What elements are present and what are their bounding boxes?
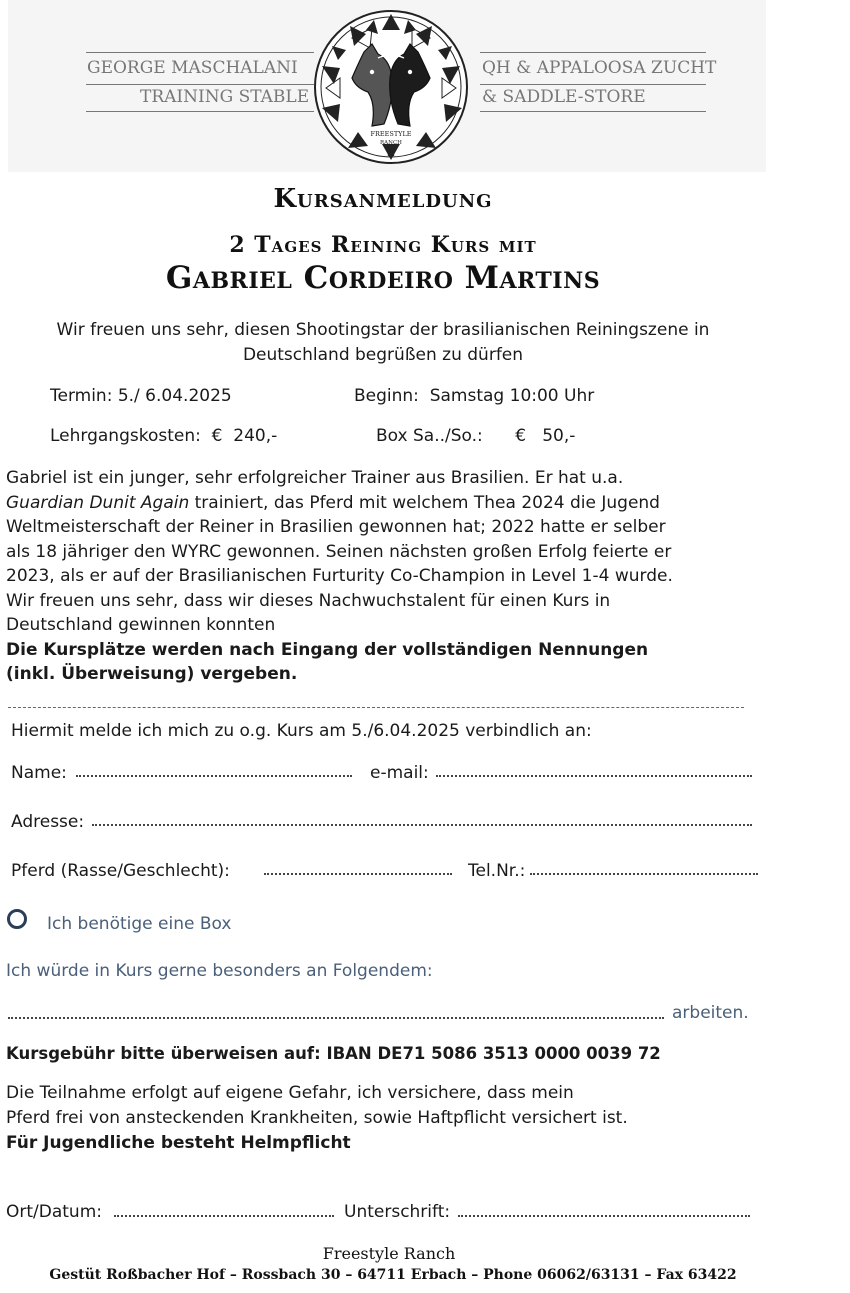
header-rule xyxy=(480,52,706,53)
freestyle-ranch-logo xyxy=(312,8,470,166)
box-option-label: Ich benötige eine Box xyxy=(47,914,232,934)
intro-line: Deutschland begrüßen zu dürfen xyxy=(242,345,524,365)
horse-field[interactable] xyxy=(264,873,452,875)
allocation-note: (inkl. Überweisung) vergeben. xyxy=(6,664,298,684)
risk-note: Pferd frei von ansteckenden Krankheiten, sowie Haftpflicht versichert ist. xyxy=(6,1108,628,1128)
cut-line xyxy=(8,707,744,708)
page-title: Kursanmeldung xyxy=(273,184,493,214)
email-label: e-mail: xyxy=(370,763,429,783)
bio-line: als 18 jähriger den WYRC gewonnen. Seinen nächsten großen Erfolg feierte er xyxy=(6,541,672,562)
course-start: Beginn: Samstag 10:00 Uhr xyxy=(354,386,595,406)
trainer-name: Gabriel Cordeiro Martins xyxy=(165,260,601,296)
risk-note: Die Teilnahme erfolgt auf eigene Gefahr, ich versichere, dass mein xyxy=(6,1083,574,1103)
address-label: Adresse: xyxy=(11,812,85,832)
bio-line: Deutschland gewinnen konnten xyxy=(6,615,276,635)
bio-line: Wir freuen uns sehr, dass wir dieses Nachwuchstalent für einen Kurs in xyxy=(6,590,611,611)
signature-label: Unterschrift: xyxy=(344,1202,451,1222)
phone-label: Tel.Nr.: xyxy=(468,861,526,881)
email-field[interactable] xyxy=(436,775,752,777)
header-right-line1: QH & APPALOOSA ZUCHT xyxy=(482,58,717,78)
header-rule xyxy=(480,111,706,112)
trainer-bio xyxy=(6,466,786,687)
header-rule xyxy=(86,111,314,112)
phone-field[interactable] xyxy=(530,873,758,875)
wish-label: Ich würde in Kurs gerne besonders an Folgendem: xyxy=(6,961,433,981)
iban-note: Kursgebühr bitte überweisen auf: IBAN DE71 5086 3513 0000 0039 72 xyxy=(6,1044,661,1063)
name-label: Name: xyxy=(11,763,67,783)
bio-line xyxy=(6,491,786,516)
name-field[interactable] xyxy=(76,775,352,777)
horse-name: Guardian Dunit Again xyxy=(6,492,190,513)
signature-field[interactable] xyxy=(458,1215,750,1217)
header-left-line1: GEORGE MASCHALANI xyxy=(87,58,298,78)
horse-label: Pferd (Rasse/Geschlecht): xyxy=(11,861,230,881)
logo-text-line2: RANCH xyxy=(380,140,402,146)
footer-ranch-name: Freestyle Ranch xyxy=(322,1244,456,1263)
course-fee: Lehrgangskosten: € 240,- xyxy=(50,426,278,446)
bio-line: Weltmeisterschaft der Reiner in Brasilien gewonnen hat; 2022 hatte er selber xyxy=(6,517,666,537)
box-fee: Box Sa../So.: € 50,- xyxy=(376,426,576,446)
address-field[interactable] xyxy=(92,824,752,826)
bio-line-rest: trainiert, das Pferd mit welchem Thea 2024 die Jugend xyxy=(189,492,660,513)
helmet-note: Für Jugendliche besteht Helmpflicht xyxy=(6,1133,351,1153)
place-date-label: Ort/Datum: xyxy=(6,1202,102,1222)
header-rule xyxy=(86,84,314,85)
logo-text-line1: FREESTYLE xyxy=(370,130,412,138)
bio-line: 2023, als er auf der Brasilianischen Furturity Co-Champion in Level 1-4 wurde. xyxy=(6,566,673,586)
header-rule xyxy=(480,84,706,85)
course-subtitle: 2 Tages Reining Kurs mit xyxy=(229,232,537,258)
header-right-line2: & SADDLE-STORE xyxy=(482,87,646,107)
course-date: Termin: 5./ 6.04.2025 xyxy=(50,386,232,406)
declaration: Hiermit melde ich mich zu o.g. Kurs am 5./6.04.2025 verbindlich an: xyxy=(11,721,592,741)
box-checkbox[interactable] xyxy=(7,909,27,929)
header-rule xyxy=(86,52,314,53)
footer-address: Gestüt Roßbacher Hof – Rossbach 30 – 64711 Erbach – Phone 06062/63131 – Fax 63422 xyxy=(49,1267,737,1283)
intro-line: Wir freuen uns sehr, diesen Shootingstar der brasilianischen Reiningszene in xyxy=(56,320,710,340)
wish-suffix: arbeiten. xyxy=(672,1003,749,1023)
bio-line: Gabriel ist ein junger, sehr erfolgreicher Trainer aus Brasilien. Er hat u.a. xyxy=(6,468,624,488)
header-left-line2: TRAINING STABLE xyxy=(140,87,310,107)
allocation-note: Die Kursplätze werden nach Eingang der vollständigen Nennungen xyxy=(6,639,649,660)
place-date-field[interactable] xyxy=(114,1215,334,1217)
svg-text:Ω: Ω xyxy=(387,149,395,159)
wish-field[interactable] xyxy=(8,1017,664,1019)
